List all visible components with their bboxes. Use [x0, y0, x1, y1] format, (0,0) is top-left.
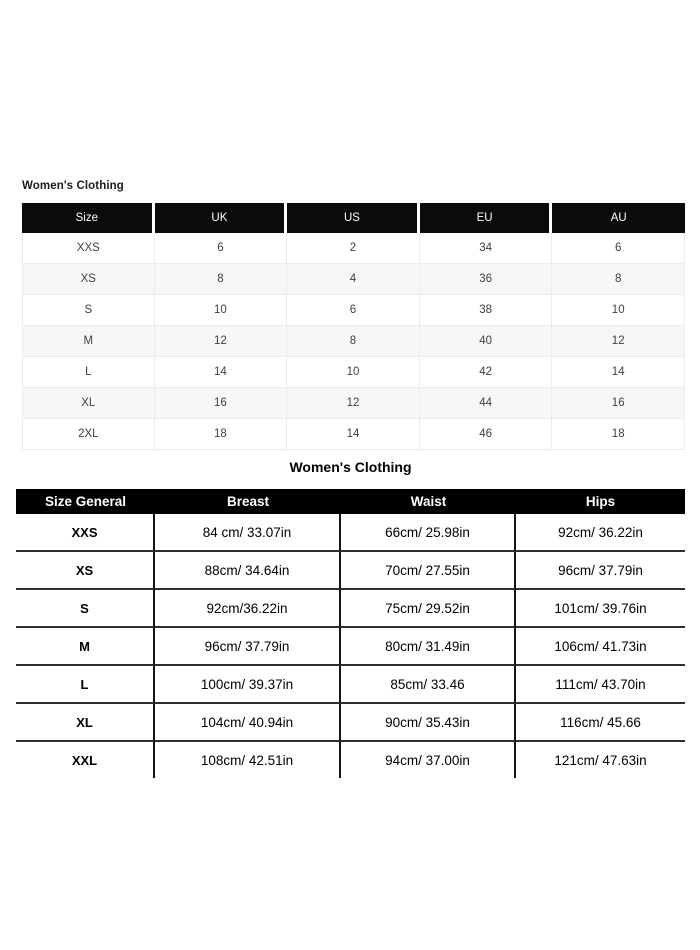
t1-value-cell: 6 — [155, 233, 288, 264]
t1-size-label-cell: S — [22, 295, 155, 326]
t1-size-label-cell: XS — [22, 264, 155, 295]
t2-size-label-cell: XL — [16, 704, 155, 742]
t2-size-label-cell: XXS — [16, 514, 155, 552]
t2-value-cell: 85cm/ 33.46 — [341, 666, 516, 704]
t1-value-cell: 6 — [552, 233, 685, 264]
t2-value-cell: 111cm/ 43.70in — [516, 666, 685, 704]
t2-size-label-cell: XS — [16, 552, 155, 590]
t2-column-header: Size General — [16, 489, 155, 514]
t1-value-cell: 36 — [420, 264, 553, 295]
t1-column-header: US — [287, 203, 420, 233]
t1-column-header: Size — [22, 203, 155, 233]
t2-value-cell: 92cm/ 36.22in — [516, 514, 685, 552]
t2-value-cell: 121cm/ 47.63in — [516, 742, 685, 778]
t1-value-cell: 40 — [420, 326, 553, 357]
t2-column-header: Breast — [155, 489, 341, 514]
t2-size-label-cell: L — [16, 666, 155, 704]
t2-value-cell: 66cm/ 25.98in — [341, 514, 516, 552]
t2-value-cell: 75cm/ 29.52in — [341, 590, 516, 628]
measurement-table-title: Women's Clothing — [289, 459, 412, 475]
t2-value-cell: 106cm/ 41.73in — [516, 628, 685, 666]
t1-value-cell: 14 — [155, 357, 288, 388]
t1-value-cell: 10 — [287, 357, 420, 388]
t1-size-label-cell: M — [22, 326, 155, 357]
t2-size-label-cell: S — [16, 590, 155, 628]
t2-column-header: Waist — [341, 489, 516, 514]
t2-value-cell: 88cm/ 34.64in — [155, 552, 341, 590]
t1-size-label-cell: XXS — [22, 233, 155, 264]
t1-value-cell: 12 — [287, 388, 420, 419]
t2-value-cell: 90cm/ 35.43in — [341, 704, 516, 742]
t2-size-label-cell: XXL — [16, 742, 155, 778]
t1-value-cell: 8 — [287, 326, 420, 357]
measurement-table — [16, 489, 685, 778]
t1-value-cell: 2 — [287, 233, 420, 264]
t1-value-cell: 8 — [155, 264, 288, 295]
t2-column-header: Hips — [516, 489, 685, 514]
t1-value-cell: 8 — [552, 264, 685, 295]
t1-value-cell: 12 — [155, 326, 288, 357]
t2-value-cell: 84 cm/ 33.07in — [155, 514, 341, 552]
t2-value-cell: 108cm/ 42.51in — [155, 742, 341, 778]
t1-value-cell: 34 — [420, 233, 553, 264]
t2-value-cell: 92cm/36.22in — [155, 590, 341, 628]
t2-value-cell: 96cm/ 37.79in — [516, 552, 685, 590]
t1-column-header: EU — [420, 203, 553, 233]
t1-value-cell: 18 — [155, 419, 288, 450]
t1-value-cell: 14 — [287, 419, 420, 450]
t2-value-cell: 96cm/ 37.79in — [155, 628, 341, 666]
t2-value-cell: 94cm/ 37.00in — [341, 742, 516, 778]
t1-value-cell: 10 — [552, 295, 685, 326]
t1-value-cell: 14 — [552, 357, 685, 388]
t1-column-header: UK — [155, 203, 288, 233]
t2-value-cell: 70cm/ 27.55in — [341, 552, 516, 590]
t1-value-cell: 18 — [552, 419, 685, 450]
t2-value-cell: 80cm/ 31.49in — [341, 628, 516, 666]
t1-value-cell: 6 — [287, 295, 420, 326]
t1-value-cell: 16 — [552, 388, 685, 419]
t1-value-cell: 44 — [420, 388, 553, 419]
t2-value-cell: 116cm/ 45.66 — [516, 704, 685, 742]
t1-value-cell: 4 — [287, 264, 420, 295]
t2-value-cell: 101cm/ 39.76in — [516, 590, 685, 628]
t2-size-label-cell: M — [16, 628, 155, 666]
t1-value-cell: 10 — [155, 295, 288, 326]
size-conversion-table-title: Women's Clothing — [22, 180, 124, 192]
t1-value-cell: 46 — [420, 419, 553, 450]
t1-value-cell: 38 — [420, 295, 553, 326]
t1-value-cell: 42 — [420, 357, 553, 388]
t1-value-cell: 12 — [552, 326, 685, 357]
t1-size-label-cell: L — [22, 357, 155, 388]
size-conversion-table — [22, 203, 685, 450]
t2-value-cell: 104cm/ 40.94in — [155, 704, 341, 742]
t1-size-label-cell: 2XL — [22, 419, 155, 450]
t1-size-label-cell: XL — [22, 388, 155, 419]
t2-value-cell: 100cm/ 39.37in — [155, 666, 341, 704]
t1-value-cell: 16 — [155, 388, 288, 419]
t1-column-header: AU — [552, 203, 685, 233]
